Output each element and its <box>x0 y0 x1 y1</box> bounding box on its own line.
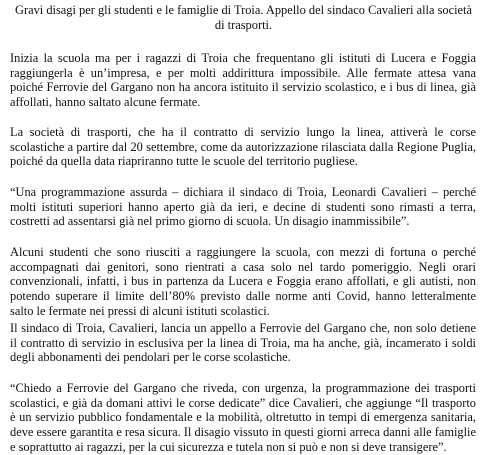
article-paragraph-3: “Una programmazione assurda – dichiara il sindaco di Troia, Leonardi Cavalieri – perché molti istituti superiori hanno aperto già da ieri, e decine di studenti sono rimasti a terra, costretti ad assentarsi già nel primo giorno di scuola. Un disagio inammissibile”. <box>10 185 476 229</box>
article-paragraph-1: Inizia la scuola ma per i ragazzi di Troia che frequentano gli istituti di Lucera e Foggia raggiungerla è un’impresa, e per molti addirittura impossibile. Alle fermate attesa vana poiché Ferrovie del Gargano non ha ancora istituito il servizio scolastico, e i bus di linea, già affollati, hanno saltato alcune fermate. <box>10 51 476 110</box>
article-paragraph-5: Il sindaco di Troia, Cavalieri, lancia un appello a Ferrovie del Gargano che, non solo detiene il contratto di servizio in esclusiva per la linea di Troia, ma ha anche, già, incamerato i soldi degli abbonamenti dei pendolari per le corse scolastiche. <box>10 321 476 365</box>
article-paragraph-2: La società di trasporti, che ha il contratto di servizio lungo la linea, attiverà le corse scolastiche a partire dal 20 settembre, come da autorizzazione rilasciata dalla Regione Puglia, poiché da quella data riapriranno tutte le scuole del territorio pugliese. <box>10 125 476 169</box>
article-paragraph-4: Alcuni studenti che sono riusciti a raggiungere la scuola, con mezzi di fortuna o perché accompagnati dai genitori, sono rientrati a casa solo nel tardo pomeriggio. Negli orari convenzionali, infatti, i bus in partenza da Lucera e Foggia erano affollati, e gli autisti, non potendo superare il limite dell’80% previsto dalle norme anti Covid, hanno letteralmente salto le fermate nei pressi di alcuni istituti scolastici. <box>10 245 476 318</box>
article-paragraph-6: “Chiedo a Ferrovie del Gargano che riveda, con urgenza, la programmazione dei trasporti scolastici, e già da domani attivi le corse dedicate” dice Cavalieri, che aggiunge “Il trasporto è un servizio pubblico fondamentale e la mobilità, oltretutto in tempi di emergenza sanitaria, deve essere garantita e resa sicura. Il disagio vissuto in questi giorni arreca danni alle famiglie e soprattutto ai ragazzi, per la cui sicurezza e tutela non si può e non si deve transigere”. <box>10 381 476 454</box>
article-headline: Gravi disagi per gli studenti e le famiglie di Troia. Appello del sindaco Cavalieri alla società di trasporti. <box>15 3 472 32</box>
